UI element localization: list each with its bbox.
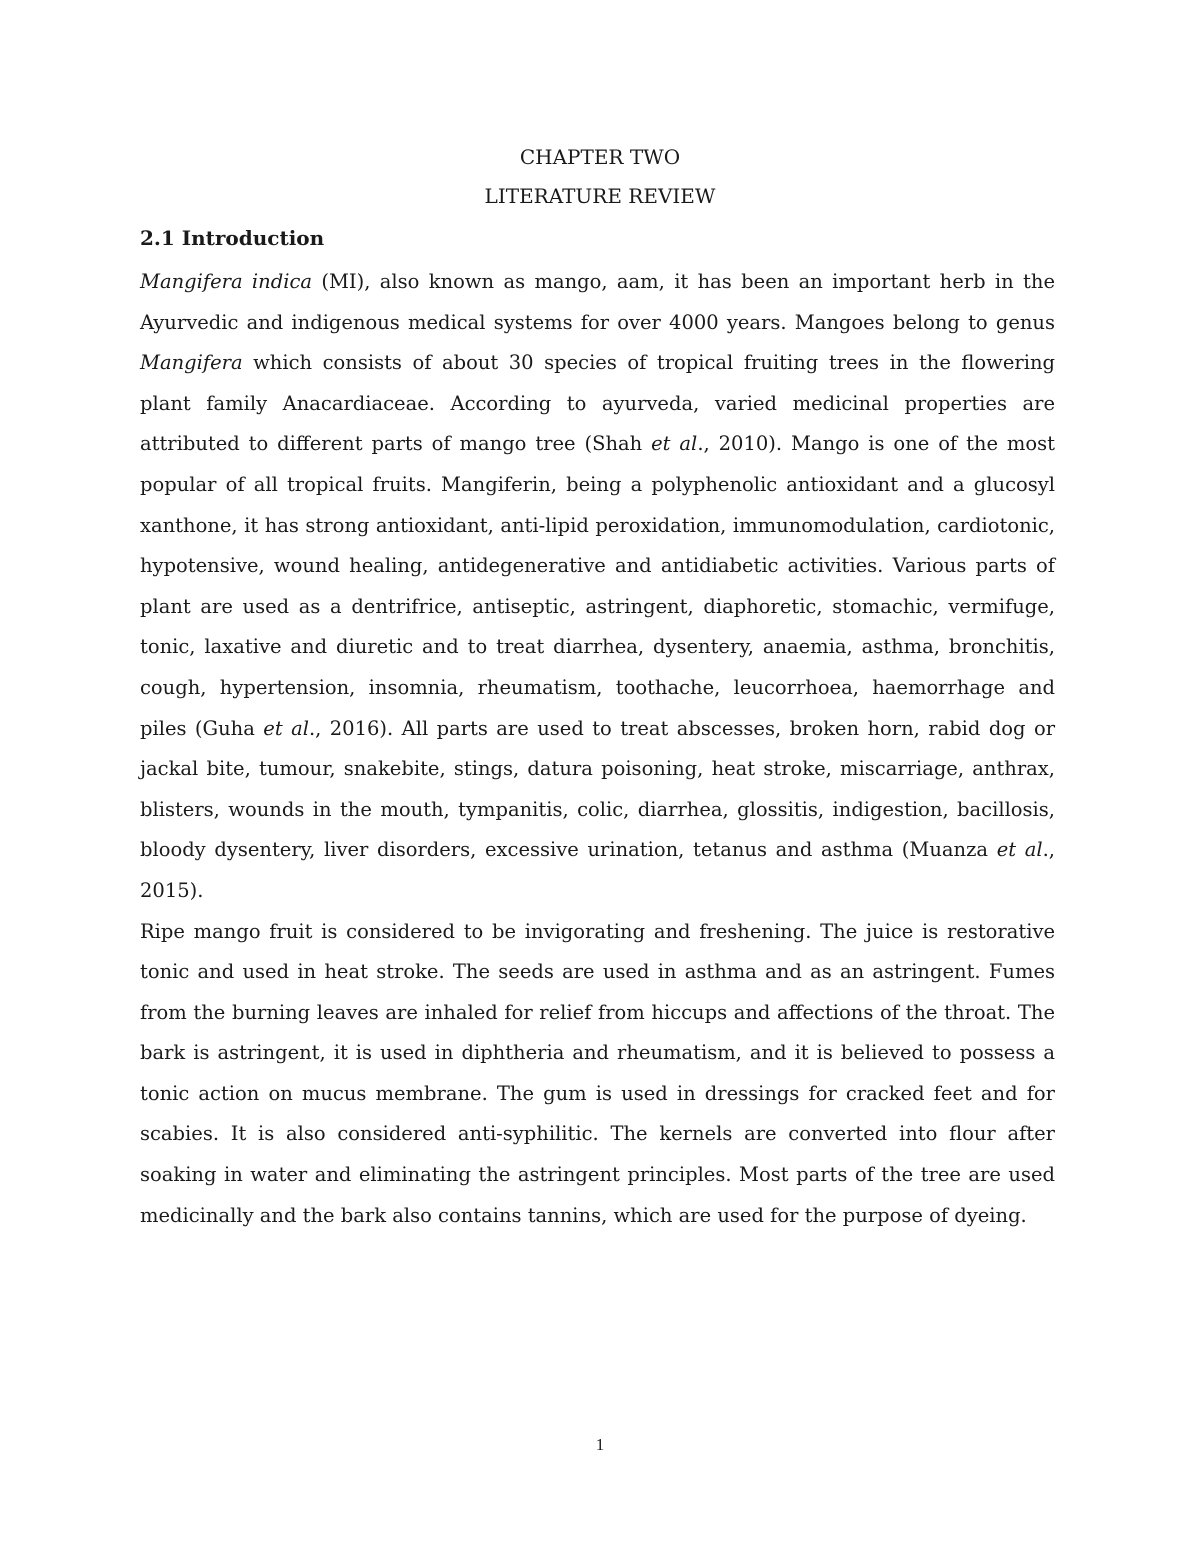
paragraph-1-part-2: which consists of about 30 species of tropical fruiting trees in the flowering plant family Anacardiaceae. According to ayurveda, varied medicinal properties are attributed to different parts of mango tree (Shah — [140, 351, 1055, 456]
paragraph-1-part-4: ., 2016). All parts are used to treat abscesses, broken horn, rabid dog or jackal bite, tumour, snakebite, stings, datura poisoning, heat stroke, miscarriage, anthrax, blisters, wounds in the mouth, tympanitis, colic, diarrhea, glossitis, indigestion, bacillosis, bloody dysentery, liver disorders, excessive urination, tetanus and asthma (Muanza — [140, 716, 1056, 862]
species-name: Mangifera indica — [140, 270, 312, 293]
chapter-title: CHAPTER TWO — [519, 145, 681, 169]
citation-et-al: et al — [263, 716, 309, 740]
citation-et-al: et al — [651, 432, 698, 456]
body-text — [140, 262, 1055, 1236]
paragraph-1-part-1: (MI), also known as mango, aam, it has been an important herb in the Ayurvedic and indigenous medical systems for over 4000 years. Mangoes belong to genus — [140, 270, 1055, 334]
citation-et-al: et al — [996, 838, 1043, 862]
genus-name: Mangifera — [140, 351, 243, 375]
section-heading: 2.1 Introduction — [140, 226, 325, 250]
page-number: 1 — [595, 1435, 605, 1454]
paragraph-1-part-5: ., 2015). — [140, 838, 1056, 902]
chapter-subtitle: LITERATURE REVIEW — [484, 184, 716, 208]
paragraph-1 — [140, 262, 1055, 912]
paragraph-1-part-3: ., 2010). Mango is one of the most popular of all tropical fruits. Mangiferin, being a polyphenolic antioxidant and a glucosyl xanthone, it has strong antioxidant, anti-lipid peroxidation, immunomodulation, cardiotonic, hypotensive, wound healing, antidegenerative and antidiabetic activities. Various parts of plant are used as a dentrifrice, antiseptic, astringent, diaphoretic, stomachic, vermifuge, tonic, laxative and diuretic and to treat diarrhea, dysentery, anaemia, asthma, bronchitis, cough, hypertension, insomnia, rheumatism, toothache, leucorrhoea, haemorrhage and piles (Guha — [140, 432, 1055, 740]
paragraph-2: Ripe mango fruit is considered to be invigorating and freshening. The juice is restorative tonic and used in heat stroke. The seeds are used in asthma and as an astringent. Fumes from the burning leaves are inhaled for relief from hiccups and affections of the throat. The bark is astringent, it is used in diphtheria and rheumatism, and it is believed to possess a tonic action on mucus membrane. The gum is used in dressings for cracked feet and for scabies. It is also considered anti-syphilitic. The kernels are converted into flour after soaking in water and eliminating the astringent principles. Most parts of the tree are used medicinally and the bark also contains tannins, which are used for the purpose of dyeing. — [140, 919, 1055, 1227]
